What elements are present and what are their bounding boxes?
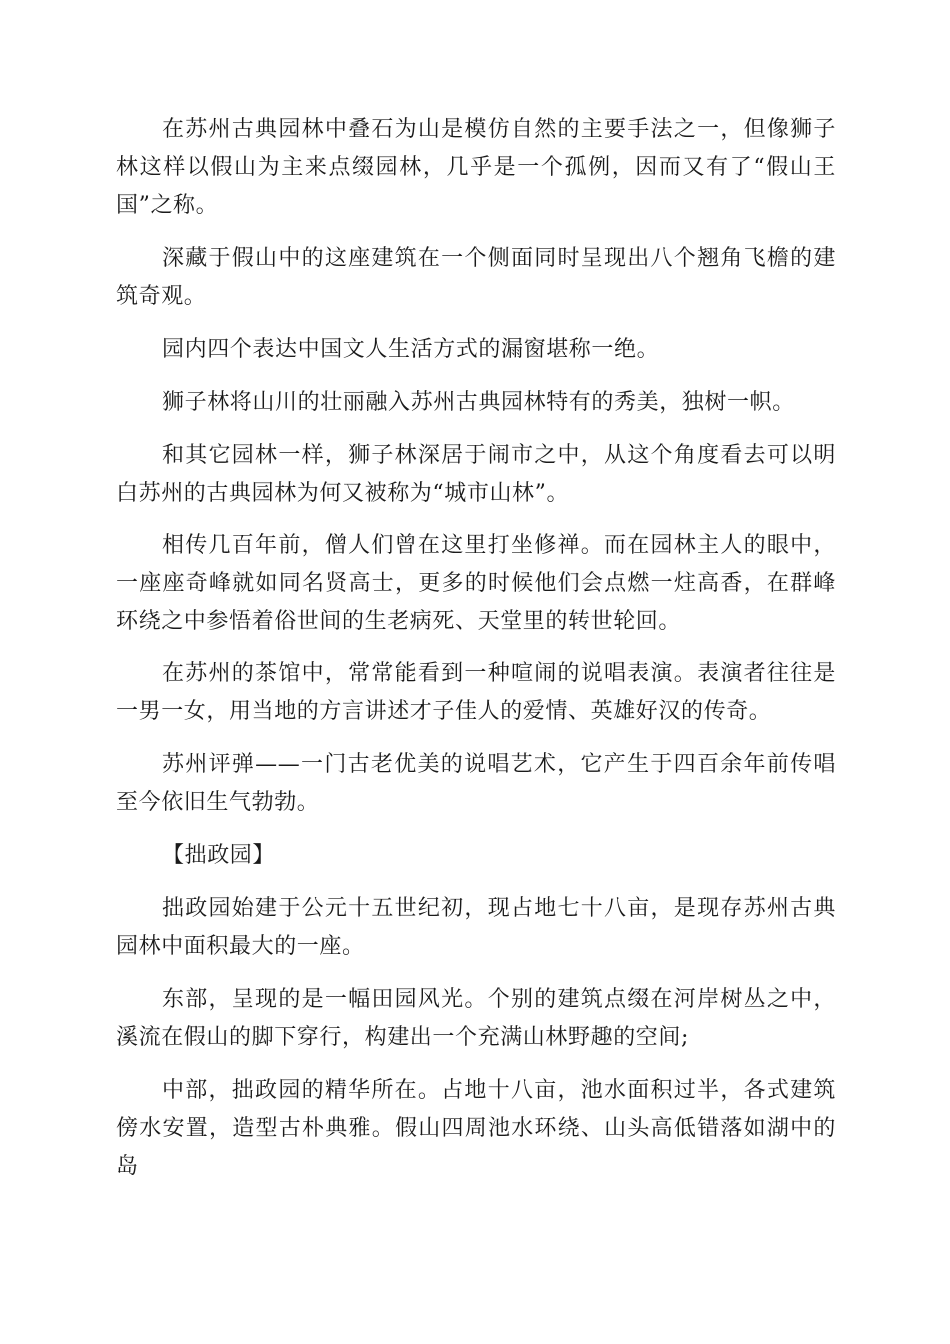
- paragraph-unique-style: 狮子林将山川的壮丽融入苏州古典园林特有的秀美，独树一帜。: [162, 390, 795, 415]
- paragraph-lattice-windows: 园内四个表达中国文人生活方式的漏窗堪称一绝。: [162, 337, 660, 362]
- paragraph-garden-history: 拙政园始建于公元十五世纪初，现占地七十八亩，是现存苏州古典园林中面积最大的一座。: [116, 896, 836, 959]
- section-heading-humble-administrator-garden: 【拙政园】: [162, 843, 276, 868]
- paragraph-central-part: 中部，拙政园的精华所在。占地十八亩，池水面积过半，各式建筑傍水安置，造型古朴典雅。假山四周池水环绕、山头高低错落如湖中的岛: [116, 1078, 836, 1179]
- paragraph-teahouse-performance: 在苏州的茶馆中，常常能看到一种喧闹的说唱表演。表演者往往是一男一女，用当地的方言讲述才子佳人的爱情、英雄好汉的传奇。: [116, 661, 836, 724]
- paragraph-eastern-part: 东部，呈现的是一幅田园风光。个别的建筑点缀在河岸树丛之中，溪流在假山的脚下穿行，构建出一个充满山林野趣的空间;: [116, 987, 836, 1050]
- paragraph-monks-meditation: 相传几百年前，僧人们曾在这里打坐修禅。而在园林主人的眼中，一座座奇峰就如同名贤高士，更多的时候他们会点燃一炷高香，在群峰环绕之中参悟着俗世间的生老病死、天堂里的转世轮回。: [116, 533, 836, 634]
- paragraph-city-forest: 和其它园林一样，狮子林深居于闹市之中，从这个角度看去可以明白苏州的古典园林为何又被称为“城市山林”。: [116, 443, 836, 506]
- paragraph-pingtan: 苏州评弹——一门古老优美的说唱艺术，它产生于四百余年前传唱至今依旧生气勃勃。: [116, 752, 836, 815]
- paragraph-eight-eaves: 深藏于假山中的这座建筑在一个侧面同时呈现出八个翘角飞檐的建筑奇观。: [116, 246, 836, 309]
- paragraph-rockery-kingdom: 在苏州古典园林中叠石为山是模仿自然的主要手法之一，但像狮子林这样以假山为主来点缀园林，几乎是一个孤例，因而又有了“假山王国”之称。: [116, 117, 836, 218]
